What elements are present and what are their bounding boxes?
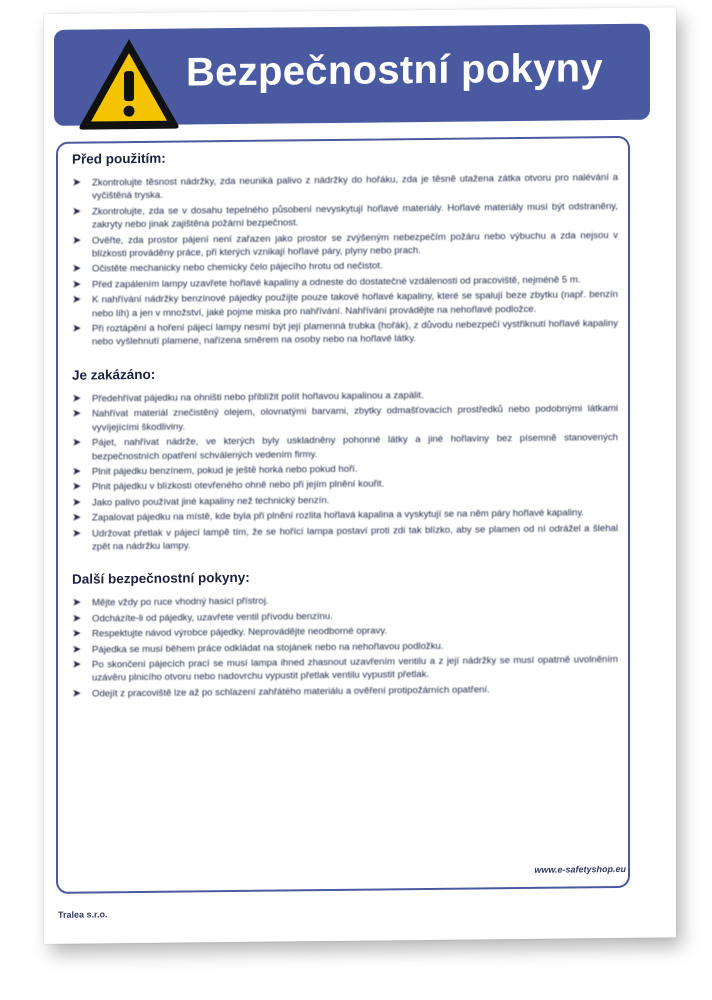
instruction-list: [72, 171, 618, 350]
arrow-bullet-icon: ➤: [72, 322, 82, 335]
list-item: [72, 653, 618, 686]
list-item: [72, 317, 618, 350]
instruction-list: [72, 591, 618, 701]
arrow-bullet-icon: ➤: [72, 511, 82, 524]
list-item: [72, 522, 618, 555]
arrow-bullet-icon: ➤: [72, 687, 82, 700]
page-title: Bezpečnostní pokyny: [186, 46, 603, 95]
arrow-bullet-icon: ➤: [72, 643, 82, 656]
website-url: www.e-safetyshop.eu: [534, 863, 626, 875]
warning-triangle-icon: [74, 33, 184, 134]
arrow-bullet-icon: ➤: [72, 293, 82, 306]
list-item-text: Zapalovat pájedku na místě, kde byla při plnění rozlita hořlavá kapalina a vyskytují se na něm páry hořlavé kapaliny.: [92, 507, 585, 524]
section: [72, 146, 618, 350]
list-item-text: Pájet, nahřívat nádrže, ve kterých byly uskladněny pohonné látky a jiné hořlaviny bez písemně stanovených bezpečnostních opatření schválených vedením firmy.: [92, 432, 618, 462]
list-item: [72, 229, 618, 262]
section-heading: Další bezpečnostní pokyny:: [72, 570, 250, 588]
list-item-text: Po skončení pájecích prací se musí lampa ihned zhasnout uzavřením ventilu a z její nádržky se musí opatrně uvolněním uzávěru plnicího otvoru nebo nadovrchu vypustit přetlak ventilu vypustit přetlak.: [92, 653, 618, 684]
header-banner: [54, 24, 650, 126]
list-item: [72, 402, 618, 435]
arrow-bullet-icon: ➤: [72, 596, 82, 610]
arrow-bullet-icon: ➤: [72, 496, 82, 509]
list-item-text: Respektujte návod výrobce pájedky. Neprovádějte neodborné opravy.: [92, 625, 388, 640]
list-item-text: Mějte vždy po ruce vhodný hasicí přístroj.: [92, 595, 269, 609]
list-item-text: Udržovat přetlak v pájecí lampě tím, že se hořící lampa postaví proti zdi tak blízko, aby se plamen od ní odrážel a šlehal zpět na nádržku lampy.: [92, 522, 618, 553]
list-item-text: Plnit pájedku v blízkosti otevřeného ohně nebo při jejím plnění kouřit.: [92, 478, 385, 493]
list-item-text: Jako palivo používat jiné kapaliny než technický benzín.: [92, 494, 330, 509]
safety-instructions-sign: [44, 7, 676, 944]
arrow-bullet-icon: ➤: [72, 176, 82, 189]
list-item-text: Zkontrolujte, zda se v dosahu tepelného působení nevyskytují hořlavé materiály. Hořlavé materiály musí být odstraněny, zakryty nebo jinak zajištěna požární bezpečnost.: [92, 200, 618, 231]
list-item: [72, 288, 618, 321]
instructions-panel: [56, 136, 630, 894]
instruction-list: [72, 387, 618, 554]
list-item-text: Zkontrolujte těsnost nádržky, zda neuniká palivo z nádržky do hořáku, zda je těsně utažena zátka otvoru pro nalévání a vyčištěná tryska.: [92, 171, 618, 202]
section-heading: Je zakázáno:: [72, 366, 156, 383]
list-item-text: Plnit pájedku benzínem, pokud je ještě horká nebo pokud hoří.: [92, 463, 358, 478]
section-heading: Před použitím:: [72, 150, 166, 167]
list-item-text: Odcházíte-li od pájedky, uzavřete ventil přívodu benzínu.: [92, 610, 333, 625]
publisher-name: Tralea s.r.o.: [58, 909, 108, 920]
section: [72, 566, 618, 701]
arrow-bullet-icon: ➤: [72, 205, 82, 218]
list-item-text: Očistěte mechanicky nebo chemicky čelo pájecího hrotu od nečistot.: [92, 260, 383, 275]
arrow-bullet-icon: ➤: [72, 465, 82, 478]
arrow-bullet-icon: ➤: [72, 627, 82, 640]
arrow-bullet-icon: ➤: [72, 407, 82, 420]
list-item-text: Ověřte, zda prostor pájení není zařazen jako prostor se zvýšeným nebezpečím požáru nebo výbuchu a zda nejsou v blízkosti prováděny práce, při kterých vznikají hořlavé páry, plyny nebo prach.: [92, 229, 618, 260]
list-item-text: Při roztápění a hoření pájecí lampy nesmí být její plamenná trubka (hořák), z důvodu nebezpečí vystřiknutí hořlavé kapaliny nebo vyšlehnutí plamene, nařízena směrem na osoby nebo na hořlavé látky.: [92, 318, 618, 348]
list-item-text: Před zapálením lampy uzavřete hořlavé kapaliny a odneste do dostatečné vzdálenosti od pracoviště, nejméně 5 m.: [92, 274, 581, 291]
list-item: [72, 200, 618, 233]
arrow-bullet-icon: ➤: [72, 658, 82, 671]
list-item-text: Pájedka se musí během práce odkládat na stojánek nebo na nehořlavou podložku.: [92, 640, 444, 656]
arrow-bullet-icon: ➤: [72, 480, 82, 494]
list-item-text: K nahřívání nádržky benzínové pájedky použijte pouze takové hořlavé kapaliny, které se spalují beze zbytku (např. benzín nebo líh) a jen v množství, jaké pojme miska pro nahřívání. Nahřívání provádějte na nehořlavé podložce.: [92, 289, 618, 320]
arrow-bullet-icon: ➤: [72, 436, 82, 449]
list-item: [72, 171, 618, 204]
arrow-bullet-icon: ➤: [72, 527, 82, 540]
arrow-bullet-icon: ➤: [72, 263, 82, 276]
list-item-text: Předehřívat pájedku na ohništi nebo přiblížit polít hořlavou kapalinou a zapálit.: [92, 389, 424, 405]
arrow-bullet-icon: ➤: [72, 278, 82, 291]
section: [72, 362, 618, 554]
arrow-bullet-icon: ➤: [72, 392, 82, 405]
arrow-bullet-icon: ➤: [72, 612, 82, 625]
arrow-bullet-icon: ➤: [72, 234, 82, 247]
list-item-text: Odejít z pracoviště lze až po schlazení zahřátého materiálu a ověření protipožárních opatření.: [92, 684, 490, 700]
list-item: [72, 431, 618, 464]
list-item-text: Nahřívat materiál znečistěný olejem, olovnatými barvami, zbytky odmašťovacích prostředků nebo podobnými látkami vyvíjejícími škodliviny.: [92, 403, 618, 434]
